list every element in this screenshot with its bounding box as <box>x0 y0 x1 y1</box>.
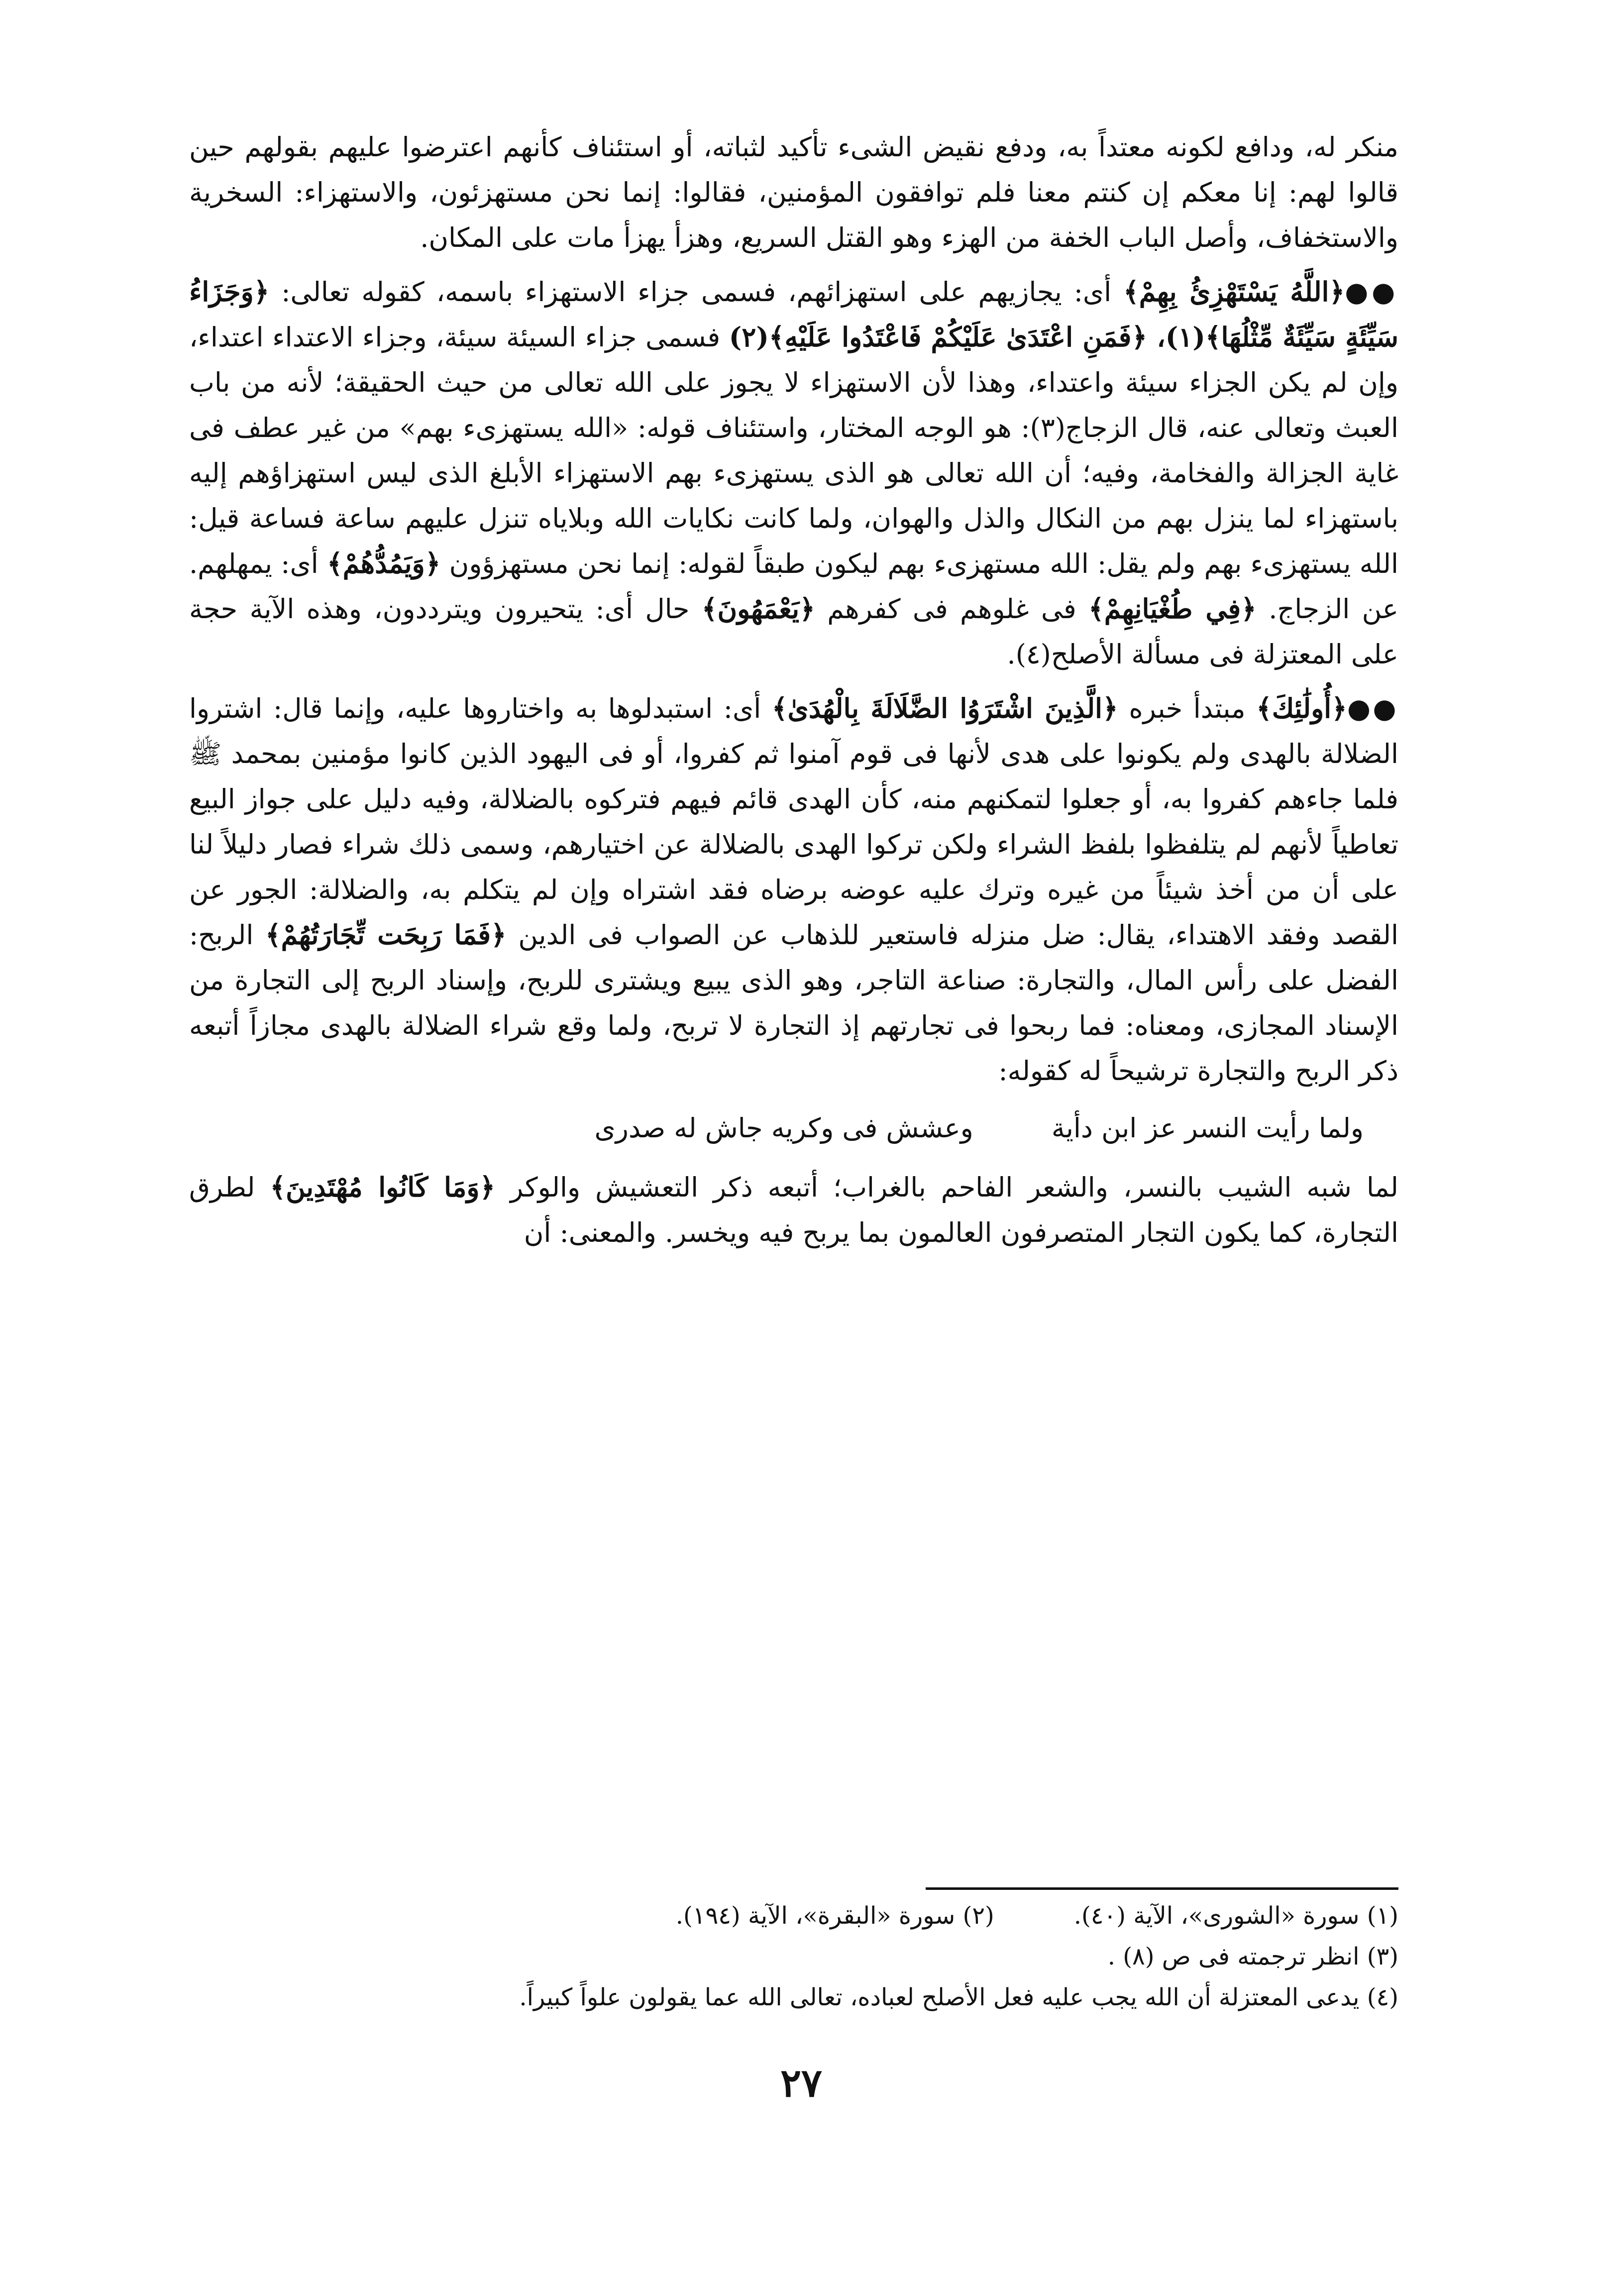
bullet-marker: ●● <box>1345 276 1398 308</box>
footnote-3: (٣) انظر ترجمته فى ص (٨) . <box>1107 1943 1398 1970</box>
footnote-row-2 <box>189 1936 1398 1977</box>
page-number: ٢٧ <box>780 2061 822 2106</box>
commentary-text: حال أى: يتحيرون ويترددون، وهذه الآية حجة على المعتزلة فى مسألة الأصلح(٤). <box>189 593 1398 670</box>
bullet-marker: ●● <box>1347 692 1398 724</box>
commentary-text: أى: يجازيهم على استهزائهم، فسمى جزاء الاستهزاء باسمه، كقوله تعالى: <box>269 276 1124 308</box>
poetry-verse <box>189 1105 1398 1151</box>
quran-quote: ﴿وَمَا كَانُوا مُهْتَدِينَ﴾ <box>270 1171 496 1203</box>
quran-quote: ﴿فَمَا رَبِحَت تِّجَارَتُهُمْ﴾ <box>265 919 507 951</box>
commentary-text: فسمى جزاء السيئة سيئة، وجزاء الاعتداء اعتداء، وإن لم يكن الجزاء سيئة واعتداء، وهذا لأن الاستهزاء لا يجوز على الله تعالى من حيث الحقيقة؛ لأنه من باب العبث وتعالى عنه، قال الزجاج(٣): هو الوجه المختار، واستئناف قوله: «الله يستهزىء بهم» من غير عطف فى غاية الجزالة والفخامة، وفيه؛ أن الله تعالى هو الذى يستهزىء بهم الاستهزاء الأبلغ الذى ليس استهزاؤهم إليه باستهزاء لما ينزل بهم من النكال والذل والهوان، ولما كانت نكايات الله وبلاياه تنزل عليهم ساعة فساعة قيل: الله يستهزىء بهم ولم يقل: الله مستهزىء بهم ليكون طبقاً لقوله: إنما نحن مستهزؤون <box>189 322 1399 579</box>
quran-quote: ﴿يَعْمَهُونَ﴾ <box>701 593 815 625</box>
main-text <box>189 124 1398 1264</box>
quran-quote: ﴿أُولَٰئِكَ﴾ <box>1256 692 1347 724</box>
quran-quote: ﴿الَّذِينَ اشْتَرَوُا الضَّلَالَةَ بِالْهُدَىٰ﴾ <box>771 692 1118 724</box>
footnote-2: (٢) سورة «البقرة»، الآية (١٩٤). <box>675 1902 994 1930</box>
verse-first-hemistich: ولما رأيت النسر عز ابن دأية <box>1051 1112 1364 1144</box>
commentary-text: لطرق التجارة، كما يكون التجار المتصرفون العالمون بما يربح فيه ويخسر. والمعنى: أن <box>189 1172 1398 1248</box>
commentary-text: أى: استبدلوها به واختاروها عليه، وإنما قال: اشتروا الضلالة بالهدى ولم يكونوا على هدى لأنها فى قوم آمنوا ثم كفروا، أو فى اليهود الذين كانوا مؤمنين بمحمد ﷺ فلما جاءهم كفروا به، أو جعلوا لتمكنهم منه، كأن الهدى قائم فيهم فتركوه بالضلالة، وفيه دليل على جواز البيع تعاطياً لأنهم لم يتلفظوا بلفظ الشراء ولكن تركوا الهدى بالضلالة عن اختيارهم، وسمى ذلك شراء فصار دليلاً لنا على أن من أخذ شيئاً من غيره وترك عليه عوضه برضاه فقد اشتراه وإن لم يتكلم به، والضلالة: الجور عن القصد وفقد الاهتداء، يقال: ضل منزله فاستعير للذهاب عن الصواب فى الدين <box>189 693 1398 951</box>
footnote-divider <box>926 1887 1398 1890</box>
quran-quote: ﴿وَجَزَاءُ سَيِّئَةٍ سَيِّئَةٌ مِّثْلُهَا﴾(١)، ﴿فَمَنِ اعْتَدَىٰ عَلَيْكُمْ فَاعْتَدُوا عَلَيْهِ﴾(٢) <box>189 276 1399 353</box>
commentary-text: لما شبه الشيب بالنسر، والشعر الفاحم بالغراب؛ أتبعه ذكر التعشيش والوكر <box>495 1172 1398 1203</box>
commentary-text: مبتدأ خبره <box>1118 693 1257 724</box>
paragraph-1 <box>189 124 1398 260</box>
footnote-row-3 <box>189 1977 1398 2018</box>
paragraph-3 <box>189 686 1398 1093</box>
footnote-row-1 <box>189 1895 1398 1936</box>
footnote-1: (١) سورة «الشورى»، الآية (٤٠). <box>1073 1902 1398 1930</box>
footnote-4: (٤) يدعى المعتزلة أن الله يجب عليه فعل الأصلح لعباده، تعالى الله عما يقولون علواً كبيراً. <box>519 1983 1398 2011</box>
quran-quote: ﴿اللَّهُ يَسْتَهْزِئُ بِهِمْ﴾ <box>1123 276 1345 308</box>
paragraph-1-text: منكر له، ودافع لكونه معتداً به، ودفع نقيض الشىء تأكيد لثباته، أو استئناف كأنهم اعترضوا عليهم بقولهم حين قالوا لهم: إنا معكم إن كنتم معنا فلم توافقون المؤمنين، فقالوا: إنما نحن مستهزئون، والاستهزاء: السخرية والاستخفاف، وأصل الباب الخفة من الهزء وهو القتل السريع، وهزأ يهزأ مات على المكان. <box>189 131 1398 253</box>
paragraph-2 <box>189 269 1398 677</box>
commentary-text: الربح: الفضل على رأس المال، والتجارة: صناعة التاجر، وهو الذى يبيع ويشترى للربح، وإسناد الربح إلى التجارة من الإسناد المجازى، ومعناه: فما ربحوا فى تجارتهم إذ التجارة لا تربح، ولما وقع شراء الضلالة بالهدى مجازاً أتبعه ذكر الربح والتجارة ترشيحاً له كقوله: <box>189 919 1398 1087</box>
commentary-text: أى: يمهلهم. عن الزجاج. <box>189 548 1399 625</box>
quran-quote: ﴿فِي طُغْيَانِهِمْ﴾ <box>1088 593 1257 625</box>
quran-quote: ﴿وَيَمُدُّهُمْ﴾ <box>327 547 441 579</box>
footnotes <box>189 1895 1398 2018</box>
paragraph-4 <box>189 1165 1398 1255</box>
verse-second-hemistich: وعشش فى وكريه جاش له صدرى <box>594 1112 973 1144</box>
commentary-text: فى غلوهم فى كفرهم <box>815 593 1089 625</box>
